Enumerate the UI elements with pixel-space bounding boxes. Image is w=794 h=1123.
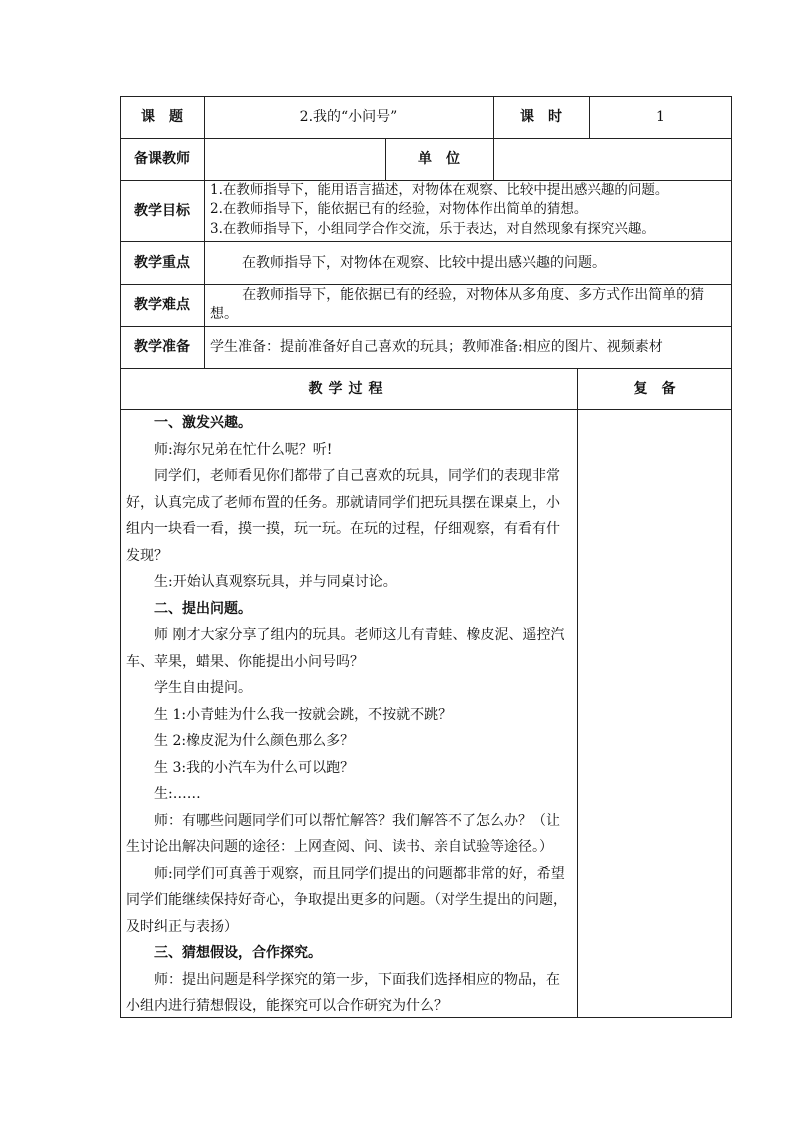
process-paragraph: 师:同学们可真善于观察，而且同学们提出的问题都非常的好，希望同学们能继续保持好奇心，争取提出更多的问题。（对学生提出的问题，及时纠正与表扬）: [126, 865, 567, 935]
column-divider: [577, 368, 578, 1018]
topic-label: 课 题: [141, 109, 183, 125]
goal-item: 2.在教师指导下，能依据已有的经验，对物体作出简单的猜想。: [210, 201, 588, 217]
unit-label: 单 位: [418, 151, 460, 167]
process-paragraph: 师 刚才大家分享了组内的玩具。老师这儿有青蛙、橡皮泥、遥控汽车、苹果，蜡果、你能提出小问号吗？: [126, 627, 565, 670]
key-point-label: 教学重点: [134, 254, 190, 271]
goals-label: 教学目标: [134, 202, 190, 219]
topic-value: 2.我的“小问号”: [299, 109, 398, 125]
section-heading: 三、猜想假设，合作探究。: [154, 945, 322, 961]
teacher-label: 备课教师: [134, 151, 190, 167]
review-header: 复 备: [633, 380, 676, 397]
process-header: 教学过程: [308, 380, 389, 397]
teacher-value: [204, 138, 385, 180]
period-value: 1: [656, 109, 665, 125]
process-paragraph: 生 1:小青蛙为什么我一按就会跳，不按就不跳？: [154, 706, 453, 723]
process-paragraph: 生:开始认真观察玩具，并与同桌讨论。: [154, 574, 397, 590]
difficulty-label: 教学难点: [134, 297, 190, 313]
process-paragraph: 师：有哪些问题同学们可以帮忙解答？我们解答不了怎么办？（让生讨论出解决问题的途径：上网查阅、问、读书、亲自试验等途径。）: [126, 812, 560, 855]
section-heading: 二、提出问题。: [154, 600, 252, 617]
process-body: [126, 410, 572, 1020]
process-paragraph: 师:海尔兄弟在忙什么呢？听!: [154, 441, 333, 458]
section-heading: 一、激发兴趣。: [154, 415, 252, 431]
key-point-text: 在教师指导下，对物体在观察、比较中提出感兴趣的问题。: [242, 254, 606, 271]
process-paragraph: 生 3:我的小汽车为什么可以跑？: [154, 759, 355, 776]
process-paragraph: 学生自由提问。: [154, 680, 252, 696]
difficulty-text: 在教师指导下，能依据已有的经验，对物体从多角度、多方式作出简单的猜想。: [210, 287, 705, 322]
preparation-text: 学生准备：提前准备好自己喜欢的玩具；教师准备:相应的图片、视频素材: [210, 339, 663, 355]
process-paragraph: 同学们，老师看见你们都带了自己喜欢的玩具，同学们的表现非常好，认真完成了老师布置的任务。那就请同学们把玩具摆在课桌上，小组内一块看一看，摸一摸，玩一玩。在玩的过程，仔细观察，有看有什发现？: [126, 468, 560, 564]
preparation-label: 教学准备: [134, 339, 190, 355]
process-paragraph: 生:……: [154, 786, 201, 802]
period-label: 课 时: [520, 109, 562, 125]
process-paragraph: 生 2:橡皮泥为什么颜色那么多？: [154, 733, 355, 749]
unit-value: [493, 138, 732, 180]
row-divider: [120, 284, 732, 285]
goal-item: 3.在教师指导下，小组同学合作交流，乐于表达，对自然现象有探究兴趣。: [210, 221, 655, 237]
goal-item: 1.在教师指导下，能用语言描述，对物体在观察、比较中提出感兴趣的问题。: [210, 182, 669, 198]
process-paragraph: 师：提出问题是科学探究的第一步，下面我们选择相应的物品，在小组内进行猜想假设，能探究可以合作研究为什么？: [126, 971, 560, 1014]
